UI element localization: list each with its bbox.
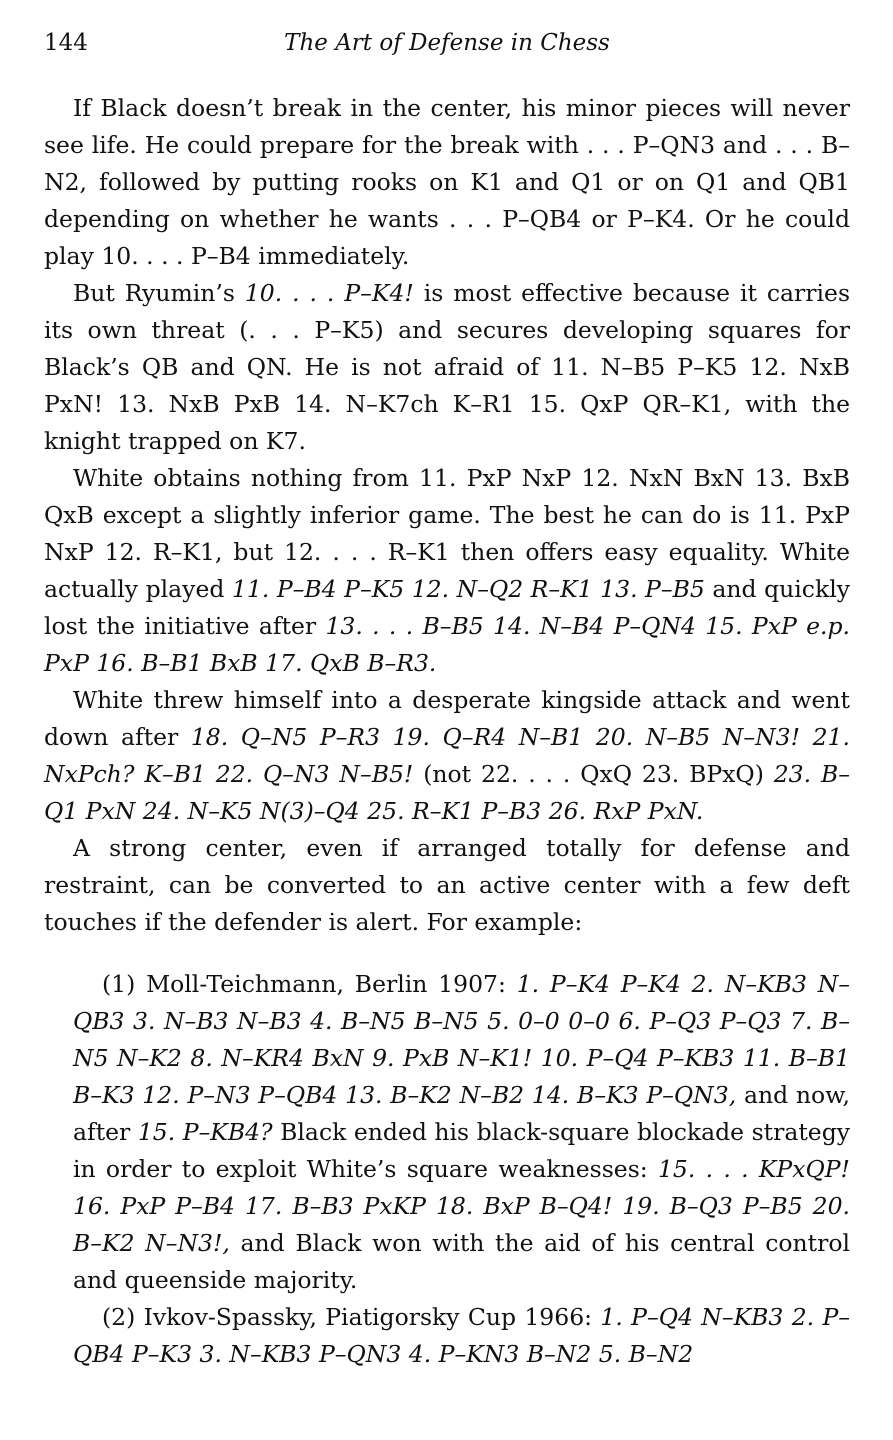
book-page	[44, 0, 850, 1440]
game-move-italic: 18. Q–N5 P–R3 19. Q–R4 N–B1 20. N–B5 N–N3! 21. NxPch? K–B1 22. Q–N3 N–B5!	[44, 723, 850, 788]
game-move-italic: 15. P–KB4?	[137, 1118, 273, 1146]
page-header	[44, 30, 850, 64]
text-run: A strong center, even if arranged totally for defense and restraint, can be converted to an active center with a few deft touches if the defender is alert. For example:	[44, 834, 850, 936]
text-run: is most effective because it carries its own threat (. . . P–K5) and secures developing squares for Black’s QB and QN. He is not afraid of 11. N–B5 P–K5 12. NxB PxN! 13. NxB PxB 14. N–K7ch K–R1 15. QxP QR–K1, with the knight trapped on K7.	[44, 279, 850, 455]
game-move-italic: 1. P–K4 P–K4 2. N–KB3 N–QB3 3. N–B3 N–B3 4. B–N5 B–N5 5. 0–0 0–0 6. P–Q3 P–Q3 7. B–N5 N–K2 8. N–KR4 BxN 9. PxB N–K1! 10. P–Q4 P–KB3 11. B–B1 B–K3 12. P–N3 P–QB4 13. B–K2 N–B2 14. B–K3 P–QN3,	[73, 970, 851, 1109]
paragraph-3	[44, 460, 850, 682]
game-move-italic: 11. P–B4 P–K5 12. N–Q2 R–K1 13. P–B5	[231, 575, 705, 603]
running-title: The Art of Defense in Chess	[284, 30, 610, 56]
paragraph-4	[44, 682, 850, 830]
page-number: 144	[44, 30, 88, 56]
text-run: White threw himself into a desperate kingside attack and went down after	[44, 686, 850, 751]
text-run: If Black doesn’t break in the center, his minor pieces will never see life. He could prepare for the break with . . . P–QN3 and . . . B–N2, followed by putting rooks on K1 and Q1 or on Q1 and QB1 depending on whether he wants . . . P–QB4 or P–K4. Or he could play 10. . . . P–B4 immediately.	[44, 94, 850, 270]
paragraph-5	[44, 830, 850, 941]
text-run: White obtains nothing from 11. PxP NxP 12. NxN BxN 13. BxB QxB except a slightly inferior game. The best he can do is 11. PxP NxP 12. R–K1, but 12. . . . R–K1 then offers easy equality. White actually played	[44, 464, 850, 603]
text-run: But Ryumin’s	[73, 279, 245, 307]
text-run: and Black won with the aid of his central control and queenside majority.	[73, 1229, 850, 1294]
text-run: Black ended his black-square blockade strategy in order to exploit White’s square weaknesses:	[73, 1118, 851, 1183]
paragraph-1	[44, 90, 850, 275]
game-move-italic: 10. . . . P–K4!	[244, 279, 414, 307]
game-move-italic: 15. . . . KPxQP! 16. PxP P–B4 17. B–B3 PxKP 18. BxP B–Q4! 19. B–Q3 P–B5 20. B–K2 N–N3!,	[73, 1155, 850, 1257]
game-move-italic: 13. . . . B–B5 14. N–B4 P–QN4 15. PxP e.p. PxP 16. B–B1 BxB 17. QxB B–R3.	[44, 612, 850, 677]
text-run: and quickly lost the initiative after	[44, 575, 850, 640]
game-move-italic: 1. P–Q4 N–KB3 2. P–QB4 P–K3 3. N–KB3 P–QN3 4. P–KN3 B–N2 5. B–N2	[73, 1303, 851, 1368]
examples-block	[44, 966, 850, 1373]
game-move-italic: 23. B–Q1 PxN 24. N–K5 N(3)–Q4 25. R–K1 P–B3 26. RxP PxN.	[44, 760, 850, 825]
example-1	[73, 966, 850, 1299]
example-2	[73, 1299, 850, 1373]
body-text	[44, 90, 850, 1373]
text-run: (2) Ivkov-Spassky, Piatigorsky Cup 1966:	[102, 1303, 601, 1331]
text-run: and now, after	[73, 1081, 850, 1146]
paragraph-2	[44, 275, 850, 460]
text-run: (not 22. . . . QxQ 23. BPxQ)	[413, 760, 774, 788]
text-run: (1) Moll-Teichmann, Berlin 1907:	[102, 970, 517, 998]
